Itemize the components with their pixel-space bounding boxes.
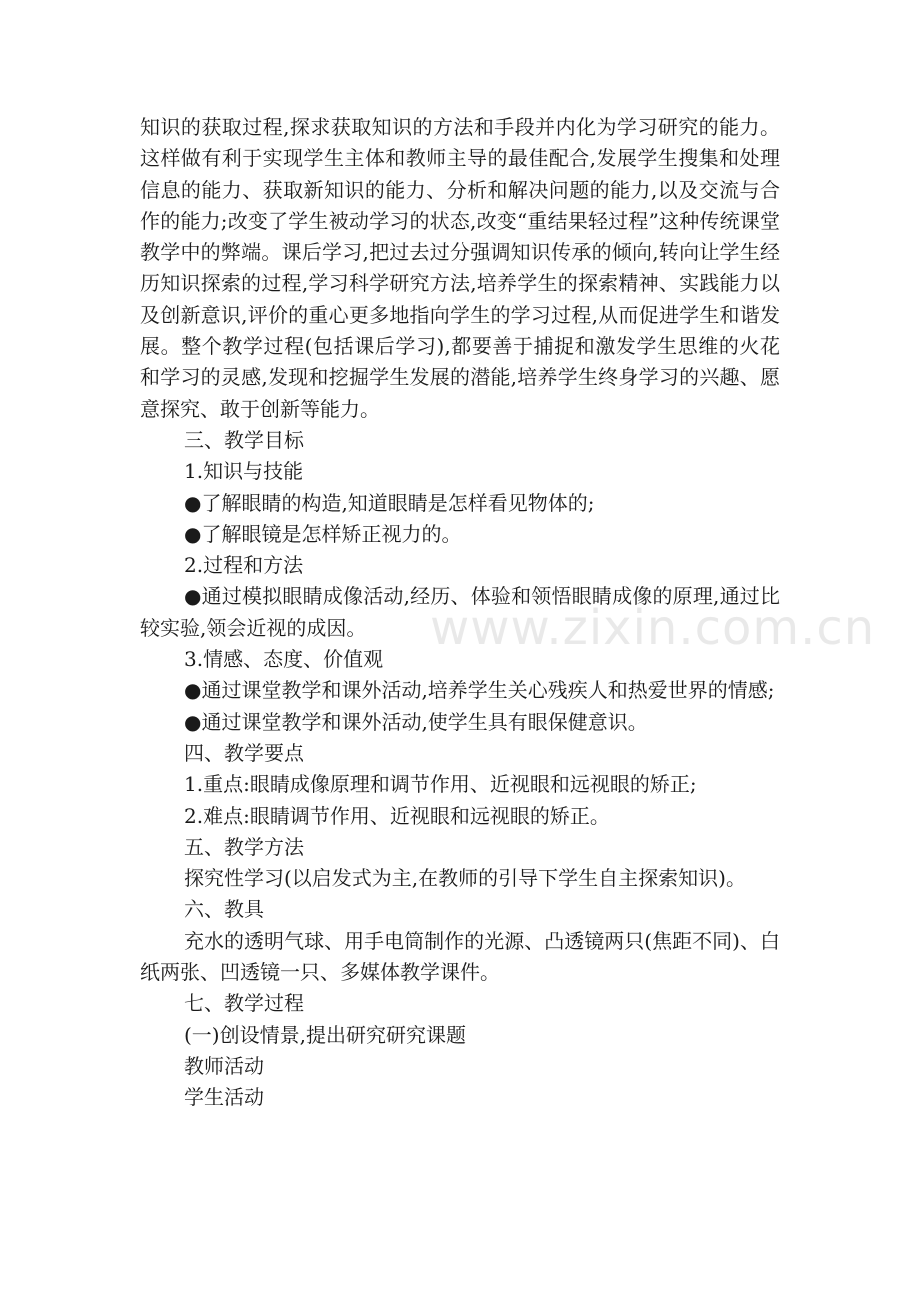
tools-list: 充水的透明气球、用手电筒制作的光源、凸透镜两只(焦距不同)、白纸两张、凹透镜一只、多媒体教学课件。 (140, 928, 780, 985)
label-teacher-activity: 教师活动 (184, 1053, 264, 1078)
label-student-activity: 学生活动 (184, 1085, 264, 1110)
paragraph-intro: 知识的获取过程,探求获取知识的方法和手段并内化为学习研究的能力。这样做有利于实现学生主体和教师主导的最佳配合,发展学生搜集和处理信息的能力、获取新知识的能力、分析和解决问题的能力,以及交流与合作的能力;改变了学生被动学习的状态,改变“重结果轻过程”这种传统课堂教学中的弊端。课后学习,把过去过分强调知识传承的倾向,转向让学生经历知识探索的过程,学习科学研究方法,培养学生的探索精神、实践能力以及创新意识,评价的重心更多地指向学生的学习过程,从而促进学生和谐发展。整个教学过程(包括课后学习),都要善于捕捉和激发学生思维的火花和学习的灵感,发现和挖掘学生发展的潜能,培养学生终身学习的兴趣、愿意探究、敢于创新等能力。 (140, 115, 780, 421)
bullet-glasses-correction: ●了解眼镜是怎样矫正视力的。 (184, 521, 462, 546)
section-heading-process: 七、教学过程 (184, 991, 304, 1016)
subheading-process-method: 2.过程和方法 (184, 553, 304, 578)
subheading-knowledge-skills: 1.知识与技能 (184, 459, 304, 484)
section-heading-tools: 六、教具 (184, 897, 264, 922)
bullet-care-disabled: ●通过课堂教学和课外活动,培养学生关心残疾人和热爱世界的情感; (184, 678, 775, 703)
subheading-emotion-values: 3.情感、态度、价值观 (184, 647, 384, 672)
section-heading-key-points: 四、教学要点 (184, 740, 304, 765)
method-inquiry-learning: 探究性学习(以启发式为主,在教师的引导下学生自主探索知识)。 (184, 866, 746, 891)
step-create-scenario: (一)创设情景,提出研究研究课题 (184, 1022, 466, 1047)
section-heading-goals: 三、教学目标 (184, 427, 304, 452)
key-point-focus: 1.重点:眼睛成像原理和调节作用、近视眼和远视眼的矫正; (184, 772, 697, 797)
key-point-difficulty: 2.难点:眼睛调节作用、近视眼和远视眼的矫正。 (184, 803, 610, 828)
bullet-eye-health: ●通过课堂教学和课外活动,使学生具有眼保健意识。 (184, 709, 648, 734)
watermark: www.zixin.com.cn (430, 600, 876, 656)
bullet-simulation-activity: ●通过模拟眼睛成像活动,经历、体验和领悟眼睛成像的原理,通过比较实验,领会近视的成因。 (140, 584, 780, 640)
document-body (140, 112, 780, 1114)
section-heading-methods: 五、教学方法 (184, 834, 304, 859)
bullet-eye-structure: ●了解眼睛的构造,知道眼睛是怎样看见物体的; (184, 490, 595, 515)
